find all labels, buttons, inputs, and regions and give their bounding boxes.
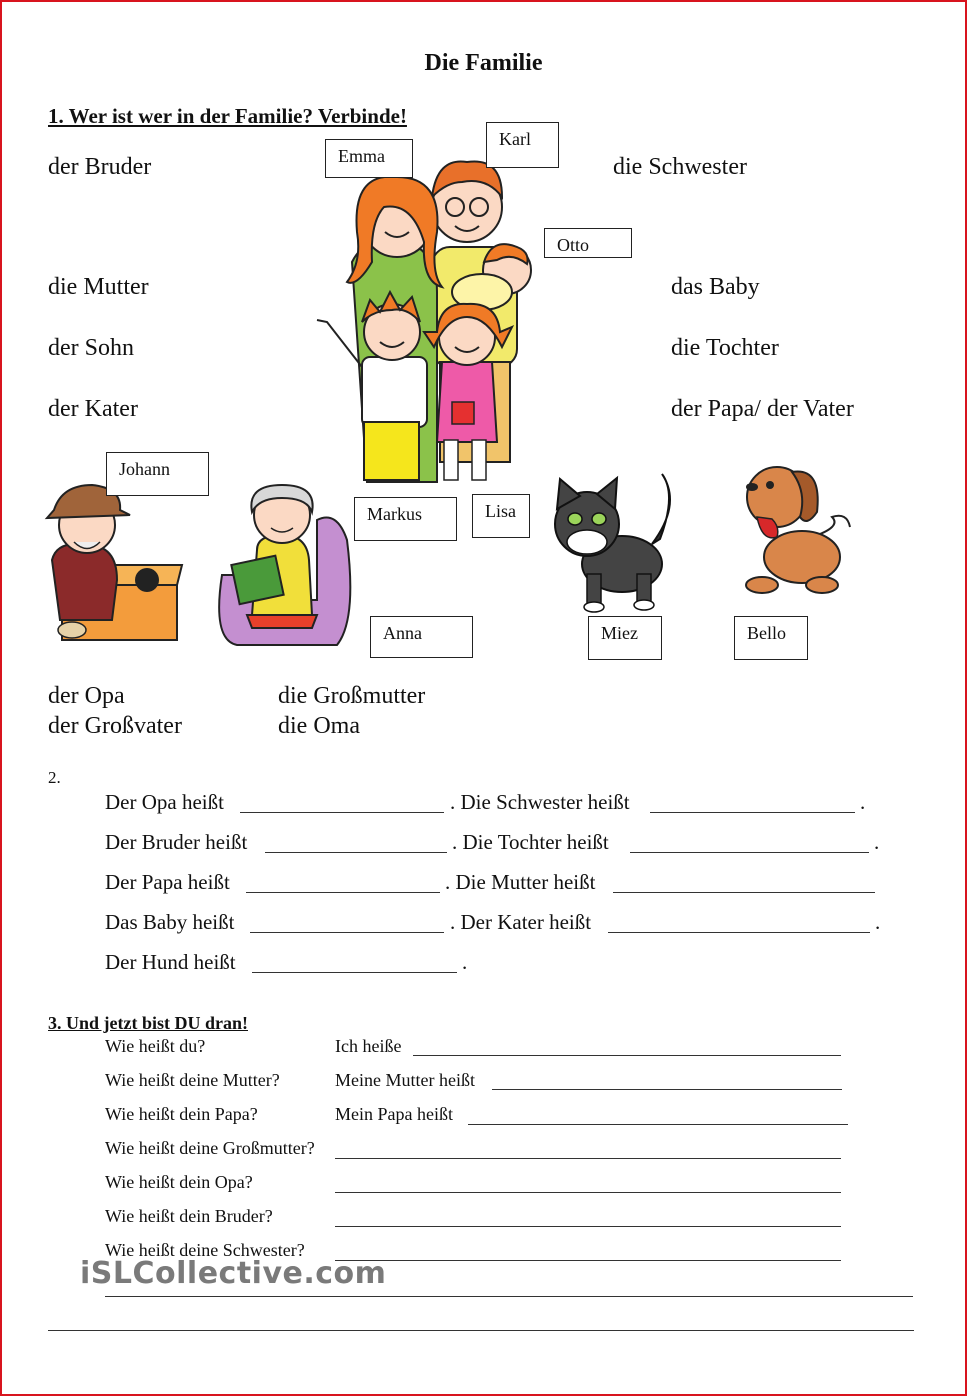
section1-heading: 1. Wer ist wer in der Familie? Verbinde! (48, 104, 407, 128)
name-box-emma: Emma (325, 139, 413, 178)
word-tochter: die Tochter (671, 335, 779, 361)
word-mutter: die Mutter (48, 274, 149, 300)
name-box-bello: Bello (734, 616, 808, 660)
question: Wie heißt dein Bruder? (105, 1206, 273, 1226)
answer-line[interactable] (240, 812, 444, 813)
family-illustration (312, 152, 552, 487)
section2-number: 2. (48, 768, 61, 787)
s2-row2-right: . Die Tochter heißt (452, 830, 609, 854)
s2-row3-right: . Die Mutter heißt (445, 870, 596, 894)
answer-line[interactable] (265, 852, 447, 853)
word-baby: das Baby (671, 274, 760, 300)
word-schwester: die Schwester (613, 154, 747, 180)
answer-line[interactable] (492, 1089, 842, 1090)
s2-row5-end: . (462, 950, 468, 974)
cat-illustration (542, 464, 682, 614)
answer-line[interactable] (650, 812, 855, 813)
name-box-miez: Miez (588, 616, 662, 660)
question: Wie heißt dein Opa? (105, 1172, 253, 1192)
watermark-logo: iSLCollective.com (80, 1256, 387, 1291)
question: Wie heißt deine Großmutter? (105, 1138, 315, 1158)
name-box-otto: Otto (544, 228, 632, 258)
s2-row1-end: . (860, 790, 866, 814)
name-box-johann: Johann (106, 452, 209, 496)
section3-heading: 3. Und jetzt bist DU dran! (48, 1013, 248, 1033)
question: Wie heißt dein Papa? (105, 1104, 258, 1124)
question: Wie heißt du? (105, 1036, 206, 1056)
s2-row3-left: Der Papa heißt (105, 870, 230, 894)
answer-line[interactable] (250, 932, 444, 933)
answer-line[interactable] (630, 852, 869, 853)
word-sohn: der Sohn (48, 335, 134, 361)
answer-line[interactable] (335, 1226, 841, 1227)
grandmother-illustration (207, 480, 357, 650)
answer-line[interactable] (335, 1158, 841, 1159)
s2-row1-right: . Die Schwester heißt (450, 790, 630, 814)
answer-line[interactable] (105, 1296, 913, 1297)
answer-line[interactable] (48, 1330, 914, 1331)
answer-line[interactable] (608, 932, 870, 933)
word-oma: die Oma (278, 713, 360, 739)
word-bruder: der Bruder (48, 154, 152, 180)
s2-row2-end: . (874, 830, 880, 854)
s2-row4-left: Das Baby heißt (105, 910, 235, 934)
answer-prompt: Mein Papa heißt (335, 1104, 453, 1124)
word-grossmutter: die Großmutter (278, 683, 426, 709)
answer-line[interactable] (335, 1260, 841, 1261)
page-title: Die Familie (424, 50, 543, 76)
answer-line[interactable] (613, 892, 875, 893)
answer-prompt: Meine Mutter heißt (335, 1070, 475, 1090)
s2-row1-left: Der Opa heißt (105, 790, 224, 814)
grandfather-illustration (32, 480, 182, 650)
question: Wie heißt deine Schwester? (105, 1240, 305, 1260)
word-opa: der Opa (48, 683, 125, 709)
word-kater: der Kater (48, 396, 138, 422)
answer-line[interactable] (413, 1055, 841, 1056)
answer-line[interactable] (246, 892, 440, 893)
s2-row4-right: . Der Kater heißt (450, 910, 592, 934)
name-box-anna: Anna (370, 616, 473, 658)
name-box-markus: Markus (354, 497, 457, 541)
s2-row2-left: Der Bruder heißt (105, 830, 248, 854)
s2-row4-end: . (875, 910, 881, 934)
dog-illustration (722, 457, 862, 597)
word-papa-vater: der Papa/ der Vater (671, 396, 854, 422)
answer-line[interactable] (335, 1192, 841, 1193)
s2-row5-left: Der Hund heißt (105, 950, 236, 974)
question: Wie heißt deine Mutter? (105, 1070, 280, 1090)
answer-line[interactable] (468, 1124, 848, 1125)
name-box-lisa: Lisa (472, 494, 530, 538)
name-box-karl: Karl (486, 122, 559, 168)
word-grossvater: der Großvater (48, 713, 182, 739)
answer-prompt: Ich heiße (335, 1036, 402, 1056)
answer-line[interactable] (252, 972, 457, 973)
